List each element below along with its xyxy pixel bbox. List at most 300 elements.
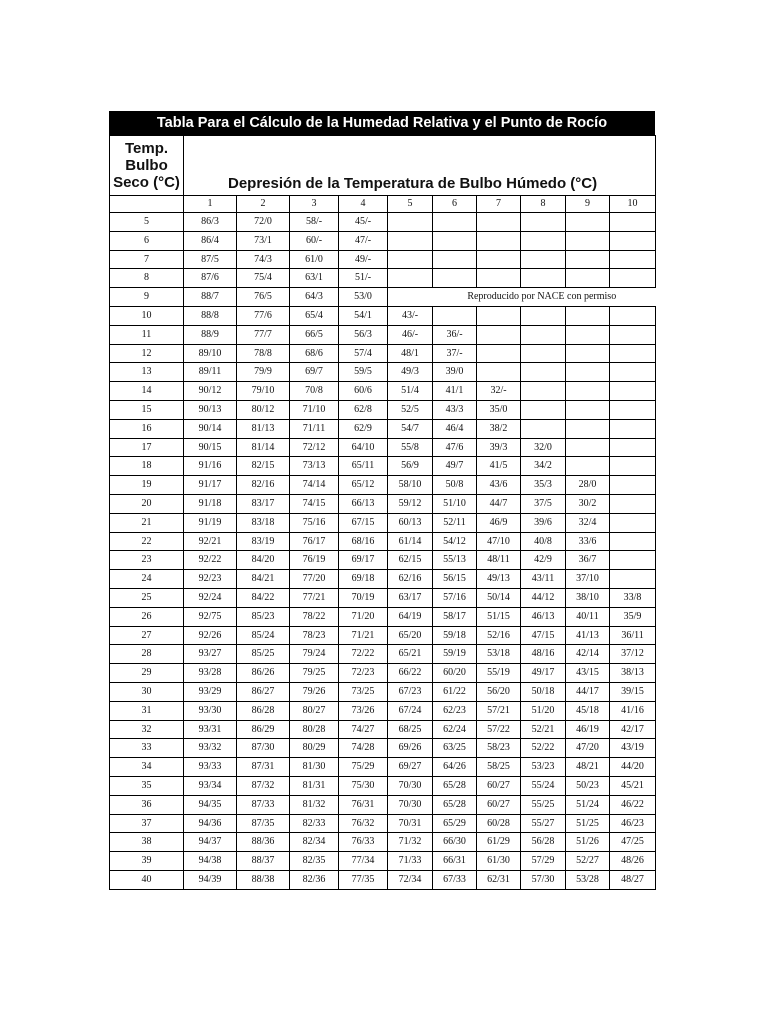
table-row xyxy=(110,720,656,739)
humidity-dewpoint-cell: 52/5 xyxy=(388,400,433,419)
humidity-dewpoint-cell: 70/19 xyxy=(339,588,388,607)
dry-bulb-temperature-cell: 24 xyxy=(110,570,184,589)
column-number: 8 xyxy=(521,196,566,213)
table-row xyxy=(110,288,656,307)
humidity-dewpoint-cell xyxy=(566,457,610,476)
table-row xyxy=(110,325,656,344)
humidity-dewpoint-cell xyxy=(433,269,477,288)
dry-bulb-temperature-cell: 39 xyxy=(110,852,184,871)
humidity-dewpoint-cell: 66/13 xyxy=(339,494,388,513)
table-row xyxy=(110,645,656,664)
column-number: 2 xyxy=(237,196,290,213)
dry-bulb-temperature-cell: 19 xyxy=(110,476,184,495)
humidity-dewpoint-cell: 49/3 xyxy=(388,363,433,382)
humidity-dewpoint-cell: 42/17 xyxy=(610,720,656,739)
humidity-dewpoint-cell: 46/4 xyxy=(433,419,477,438)
humidity-dewpoint-cell xyxy=(610,457,656,476)
humidity-dewpoint-cell: 87/6 xyxy=(184,269,237,288)
humidity-dewpoint-cell: 91/16 xyxy=(184,457,237,476)
humidity-dewpoint-cell xyxy=(521,363,566,382)
humidity-dewpoint-cell: 62/15 xyxy=(388,551,433,570)
humidity-dewpoint-cell xyxy=(388,250,433,269)
humidity-dewpoint-cell: 91/17 xyxy=(184,476,237,495)
humidity-dewpoint-cell: 75/29 xyxy=(339,758,388,777)
humidity-dewpoint-cell xyxy=(610,250,656,269)
humidity-dewpoint-cell: 83/19 xyxy=(237,532,290,551)
table-row xyxy=(110,664,656,683)
humidity-dewpoint-cell xyxy=(566,231,610,250)
humidity-dewpoint-cell: 73/13 xyxy=(290,457,339,476)
humidity-dewpoint-cell: 77/34 xyxy=(339,852,388,871)
humidity-dewpoint-cell: 60/27 xyxy=(477,795,521,814)
humidity-dewpoint-cell: 58/10 xyxy=(388,476,433,495)
dry-bulb-temperature-cell: 17 xyxy=(110,438,184,457)
humidity-dewpoint-cell: 77/35 xyxy=(339,870,388,889)
humidity-dewpoint-cell: 48/21 xyxy=(566,758,610,777)
humidity-dewpoint-cell xyxy=(610,325,656,344)
humidity-dewpoint-cell: 88/7 xyxy=(184,288,237,307)
humidity-dewpoint-cell: 41/13 xyxy=(566,626,610,645)
humidity-dewpoint-cell: 67/33 xyxy=(433,870,477,889)
humidity-dewpoint-cell: 45/- xyxy=(339,213,388,232)
humidity-dewpoint-cell: 46/9 xyxy=(477,513,521,532)
humidity-dewpoint-cell xyxy=(566,213,610,232)
humidity-dewpoint-cell: 49/- xyxy=(339,250,388,269)
humidity-dewpoint-cell: 75/4 xyxy=(237,269,290,288)
humidity-dewpoint-cell xyxy=(433,231,477,250)
humidity-dewpoint-cell: 47/10 xyxy=(477,532,521,551)
humidity-dewpoint-cell: 93/27 xyxy=(184,645,237,664)
humidity-dewpoint-cell: 94/39 xyxy=(184,870,237,889)
humidity-dewpoint-cell: 58/25 xyxy=(477,758,521,777)
dry-bulb-temperature-cell: 11 xyxy=(110,325,184,344)
humidity-dewpoint-cell: 93/31 xyxy=(184,720,237,739)
humidity-dewpoint-cell: 49/17 xyxy=(521,664,566,683)
humidity-dewpoint-cell xyxy=(610,494,656,513)
humidity-table xyxy=(109,135,656,890)
table-row xyxy=(110,758,656,777)
column-number: 3 xyxy=(290,196,339,213)
humidity-dewpoint-cell: 50/14 xyxy=(477,588,521,607)
humidity-dewpoint-cell xyxy=(610,400,656,419)
humidity-dewpoint-cell: 54/12 xyxy=(433,532,477,551)
dry-bulb-temperature-cell: 6 xyxy=(110,231,184,250)
dry-bulb-temperature-cell: 16 xyxy=(110,419,184,438)
humidity-dewpoint-cell: 43/3 xyxy=(433,400,477,419)
humidity-dewpoint-cell: 46/23 xyxy=(610,814,656,833)
dry-bulb-temperature-cell: 12 xyxy=(110,344,184,363)
humidity-dewpoint-cell: 68/6 xyxy=(290,344,339,363)
header-row xyxy=(110,136,656,196)
humidity-dewpoint-cell: 89/11 xyxy=(184,363,237,382)
humidity-dewpoint-cell: 36/11 xyxy=(610,626,656,645)
humidity-dewpoint-cell: 44/7 xyxy=(477,494,521,513)
dry-bulb-temperature-cell: 40 xyxy=(110,870,184,889)
humidity-dewpoint-cell xyxy=(521,269,566,288)
humidity-dewpoint-cell: 34/2 xyxy=(521,457,566,476)
humidity-dewpoint-cell xyxy=(610,476,656,495)
table-row xyxy=(110,739,656,758)
column-number: 7 xyxy=(477,196,521,213)
humidity-dewpoint-cell: 73/25 xyxy=(339,682,388,701)
humidity-dewpoint-cell: 64/10 xyxy=(339,438,388,457)
humidity-dewpoint-cell: 45/21 xyxy=(610,776,656,795)
humidity-dewpoint-cell: 73/1 xyxy=(237,231,290,250)
humidity-dewpoint-cell: 38/2 xyxy=(477,419,521,438)
dry-bulb-temperature-cell: 20 xyxy=(110,494,184,513)
humidity-dewpoint-cell: 55/8 xyxy=(388,438,433,457)
humidity-dewpoint-cell: 67/23 xyxy=(388,682,433,701)
dry-bulb-header-line-1: Temp. xyxy=(124,140,169,157)
humidity-dewpoint-cell: 32/0 xyxy=(521,438,566,457)
table-row xyxy=(110,570,656,589)
humidity-dewpoint-cell: 37/- xyxy=(433,344,477,363)
humidity-dewpoint-cell: 91/18 xyxy=(184,494,237,513)
dry-bulb-temperature-cell: 23 xyxy=(110,551,184,570)
humidity-dewpoint-cell: 59/5 xyxy=(339,363,388,382)
humidity-dewpoint-cell: 72/34 xyxy=(388,870,433,889)
humidity-dewpoint-cell: 32/4 xyxy=(566,513,610,532)
humidity-dewpoint-cell: 61/29 xyxy=(477,833,521,852)
humidity-dewpoint-cell xyxy=(566,250,610,269)
humidity-dewpoint-cell: 62/31 xyxy=(477,870,521,889)
humidity-dewpoint-cell: 93/28 xyxy=(184,664,237,683)
dry-bulb-temperature-cell: 37 xyxy=(110,814,184,833)
humidity-dewpoint-cell xyxy=(610,231,656,250)
humidity-dewpoint-cell: 80/28 xyxy=(290,720,339,739)
humidity-dewpoint-cell: 70/30 xyxy=(388,795,433,814)
humidity-dewpoint-cell: 82/16 xyxy=(237,476,290,495)
humidity-dewpoint-cell: 85/24 xyxy=(237,626,290,645)
humidity-dewpoint-cell xyxy=(566,269,610,288)
humidity-dewpoint-cell: 79/24 xyxy=(290,645,339,664)
humidity-dewpoint-cell: 60/27 xyxy=(477,776,521,795)
humidity-dewpoint-cell: 39/0 xyxy=(433,363,477,382)
dry-bulb-temperature-cell: 34 xyxy=(110,758,184,777)
table-row xyxy=(110,532,656,551)
humidity-dewpoint-cell xyxy=(610,269,656,288)
dry-bulb-temperature-cell: 31 xyxy=(110,701,184,720)
humidity-dewpoint-cell: 76/33 xyxy=(339,833,388,852)
humidity-dewpoint-cell: 47/15 xyxy=(521,626,566,645)
humidity-dewpoint-cell: 74/27 xyxy=(339,720,388,739)
dry-bulb-temperature-cell: 15 xyxy=(110,400,184,419)
table-row xyxy=(110,231,656,250)
humidity-dewpoint-cell: 64/19 xyxy=(388,607,433,626)
humidity-dewpoint-cell: 74/28 xyxy=(339,739,388,758)
table-title: Tabla Para el Cálculo de la Humedad Relativa y el Punto de Rocío xyxy=(109,111,655,135)
table-row xyxy=(110,833,656,852)
humidity-dewpoint-cell: 72/23 xyxy=(339,664,388,683)
humidity-dewpoint-cell: 77/6 xyxy=(237,306,290,325)
humidity-dewpoint-cell xyxy=(521,400,566,419)
humidity-dewpoint-cell: 52/22 xyxy=(521,739,566,758)
humidity-dewpoint-cell: 66/31 xyxy=(433,852,477,871)
dry-bulb-header xyxy=(110,136,184,196)
humidity-dewpoint-cell: 66/5 xyxy=(290,325,339,344)
dry-bulb-temperature-cell: 9 xyxy=(110,288,184,307)
column-number: 6 xyxy=(433,196,477,213)
humidity-dewpoint-cell xyxy=(566,363,610,382)
humidity-dewpoint-cell: 87/33 xyxy=(237,795,290,814)
table-row xyxy=(110,682,656,701)
humidity-dewpoint-cell xyxy=(521,382,566,401)
humidity-dewpoint-cell xyxy=(610,532,656,551)
column-number: 1 xyxy=(184,196,237,213)
humidity-dewpoint-cell: 70/30 xyxy=(388,776,433,795)
humidity-dewpoint-cell: 53/23 xyxy=(521,758,566,777)
humidity-dewpoint-cell: 59/12 xyxy=(388,494,433,513)
permission-note: Reproducido por NACE con permiso xyxy=(388,288,656,307)
humidity-dewpoint-cell xyxy=(521,344,566,363)
table-row xyxy=(110,438,656,457)
humidity-dewpoint-cell: 74/3 xyxy=(237,250,290,269)
table-body xyxy=(110,213,656,890)
humidity-dewpoint-cell xyxy=(566,382,610,401)
humidity-dewpoint-cell xyxy=(521,231,566,250)
dry-bulb-header-line-3: Seco (°C) xyxy=(113,174,180,191)
humidity-dewpoint-cell: 77/20 xyxy=(290,570,339,589)
humidity-dewpoint-cell: 50/23 xyxy=(566,776,610,795)
humidity-dewpoint-cell: 62/16 xyxy=(388,570,433,589)
column-number: 9 xyxy=(566,196,610,213)
humidity-dewpoint-cell: 88/38 xyxy=(237,870,290,889)
humidity-dewpoint-cell: 65/28 xyxy=(433,776,477,795)
humidity-dewpoint-cell: 92/21 xyxy=(184,532,237,551)
humidity-dewpoint-cell: 65/11 xyxy=(339,457,388,476)
dry-bulb-temperature-cell: 7 xyxy=(110,250,184,269)
humidity-dewpoint-cell: 61/22 xyxy=(433,682,477,701)
table-row xyxy=(110,513,656,532)
column-number: 10 xyxy=(610,196,656,213)
humidity-dewpoint-cell xyxy=(388,269,433,288)
humidity-dewpoint-cell: 72/0 xyxy=(237,213,290,232)
dry-bulb-temperature-cell: 5 xyxy=(110,213,184,232)
humidity-dewpoint-cell: 93/33 xyxy=(184,758,237,777)
humidity-dewpoint-cell: 79/9 xyxy=(237,363,290,382)
humidity-dewpoint-cell: 76/19 xyxy=(290,551,339,570)
humidity-dewpoint-cell: 67/24 xyxy=(388,701,433,720)
humidity-table-document xyxy=(109,111,655,890)
humidity-dewpoint-cell xyxy=(566,306,610,325)
humidity-dewpoint-cell xyxy=(566,438,610,457)
humidity-dewpoint-cell: 62/9 xyxy=(339,419,388,438)
humidity-dewpoint-cell: 48/1 xyxy=(388,344,433,363)
humidity-dewpoint-cell: 73/26 xyxy=(339,701,388,720)
humidity-dewpoint-cell: 60/28 xyxy=(477,814,521,833)
humidity-dewpoint-cell xyxy=(477,363,521,382)
table-row xyxy=(110,213,656,232)
humidity-dewpoint-cell: 39/6 xyxy=(521,513,566,532)
humidity-dewpoint-cell xyxy=(610,363,656,382)
humidity-dewpoint-cell: 79/26 xyxy=(290,682,339,701)
humidity-dewpoint-cell: 74/14 xyxy=(290,476,339,495)
humidity-dewpoint-cell: 51/24 xyxy=(566,795,610,814)
humidity-dewpoint-cell: 46/19 xyxy=(566,720,610,739)
dry-bulb-header-line-2: Bulbo xyxy=(125,157,168,174)
humidity-dewpoint-cell: 78/22 xyxy=(290,607,339,626)
humidity-dewpoint-cell: 92/22 xyxy=(184,551,237,570)
humidity-dewpoint-cell: 94/38 xyxy=(184,852,237,871)
humidity-dewpoint-cell xyxy=(388,231,433,250)
dry-bulb-temperature-cell: 35 xyxy=(110,776,184,795)
humidity-dewpoint-cell: 94/37 xyxy=(184,833,237,852)
humidity-dewpoint-cell: 37/12 xyxy=(610,645,656,664)
humidity-dewpoint-cell: 80/12 xyxy=(237,400,290,419)
humidity-dewpoint-cell: 57/29 xyxy=(521,852,566,871)
humidity-dewpoint-cell xyxy=(477,325,521,344)
humidity-dewpoint-cell: 66/30 xyxy=(433,833,477,852)
humidity-dewpoint-cell: 47/25 xyxy=(610,833,656,852)
table-row xyxy=(110,588,656,607)
dry-bulb-temperature-cell: 22 xyxy=(110,532,184,551)
humidity-dewpoint-cell: 53/28 xyxy=(566,870,610,889)
humidity-dewpoint-cell: 49/7 xyxy=(433,457,477,476)
humidity-dewpoint-cell: 58/17 xyxy=(433,607,477,626)
humidity-dewpoint-cell: 62/23 xyxy=(433,701,477,720)
humidity-dewpoint-cell xyxy=(566,400,610,419)
humidity-dewpoint-cell: 71/11 xyxy=(290,419,339,438)
humidity-dewpoint-cell: 77/21 xyxy=(290,588,339,607)
humidity-dewpoint-cell xyxy=(566,325,610,344)
humidity-dewpoint-cell: 80/29 xyxy=(290,739,339,758)
dry-bulb-temperature-cell: 28 xyxy=(110,645,184,664)
column-number-row xyxy=(110,196,656,213)
humidity-dewpoint-cell: 86/28 xyxy=(237,701,290,720)
humidity-dewpoint-cell: 55/13 xyxy=(433,551,477,570)
humidity-dewpoint-cell: 75/16 xyxy=(290,513,339,532)
humidity-dewpoint-cell: 71/32 xyxy=(388,833,433,852)
dry-bulb-temperature-cell: 36 xyxy=(110,795,184,814)
humidity-dewpoint-cell: 92/75 xyxy=(184,607,237,626)
humidity-dewpoint-cell: 74/15 xyxy=(290,494,339,513)
dry-bulb-temperature-cell: 8 xyxy=(110,269,184,288)
humidity-dewpoint-cell xyxy=(433,213,477,232)
humidity-dewpoint-cell: 64/3 xyxy=(290,288,339,307)
dry-bulb-temperature-cell: 13 xyxy=(110,363,184,382)
humidity-dewpoint-cell: 76/32 xyxy=(339,814,388,833)
humidity-dewpoint-cell: 55/25 xyxy=(521,795,566,814)
dry-bulb-temperature-cell: 26 xyxy=(110,607,184,626)
humidity-dewpoint-cell: 56/28 xyxy=(521,833,566,852)
humidity-dewpoint-cell: 57/21 xyxy=(477,701,521,720)
humidity-dewpoint-cell: 43/6 xyxy=(477,476,521,495)
humidity-dewpoint-cell: 42/9 xyxy=(521,551,566,570)
humidity-dewpoint-cell: 69/26 xyxy=(388,739,433,758)
humidity-dewpoint-cell: 84/22 xyxy=(237,588,290,607)
humidity-dewpoint-cell: 48/16 xyxy=(521,645,566,664)
humidity-dewpoint-cell: 43/11 xyxy=(521,570,566,589)
dry-bulb-temperature-cell: 27 xyxy=(110,626,184,645)
humidity-dewpoint-cell: 94/35 xyxy=(184,795,237,814)
humidity-dewpoint-cell xyxy=(566,344,610,363)
humidity-dewpoint-cell xyxy=(610,344,656,363)
humidity-dewpoint-cell: 43/- xyxy=(388,306,433,325)
humidity-dewpoint-cell: 56/20 xyxy=(477,682,521,701)
humidity-dewpoint-cell xyxy=(388,213,433,232)
humidity-dewpoint-cell: 60/13 xyxy=(388,513,433,532)
humidity-dewpoint-cell: 88/9 xyxy=(184,325,237,344)
humidity-dewpoint-cell xyxy=(477,231,521,250)
humidity-dewpoint-cell: 90/15 xyxy=(184,438,237,457)
humidity-dewpoint-cell: 61/30 xyxy=(477,852,521,871)
humidity-dewpoint-cell: 49/13 xyxy=(477,570,521,589)
humidity-dewpoint-cell: 88/37 xyxy=(237,852,290,871)
humidity-dewpoint-cell: 54/1 xyxy=(339,306,388,325)
table-row xyxy=(110,382,656,401)
humidity-dewpoint-cell: 28/0 xyxy=(566,476,610,495)
humidity-dewpoint-cell: 39/15 xyxy=(610,682,656,701)
humidity-dewpoint-cell: 44/12 xyxy=(521,588,566,607)
humidity-dewpoint-cell: 37/10 xyxy=(566,570,610,589)
humidity-dewpoint-cell: 70/8 xyxy=(290,382,339,401)
humidity-dewpoint-cell: 51/15 xyxy=(477,607,521,626)
humidity-dewpoint-cell: 35/9 xyxy=(610,607,656,626)
table-row xyxy=(110,795,656,814)
humidity-dewpoint-cell: 46/13 xyxy=(521,607,566,626)
humidity-dewpoint-cell: 86/27 xyxy=(237,682,290,701)
humidity-dewpoint-cell: 83/17 xyxy=(237,494,290,513)
humidity-dewpoint-cell: 82/35 xyxy=(290,852,339,871)
humidity-dewpoint-cell: 43/19 xyxy=(610,739,656,758)
table-row xyxy=(110,607,656,626)
humidity-dewpoint-cell: 57/4 xyxy=(339,344,388,363)
humidity-dewpoint-cell: 52/21 xyxy=(521,720,566,739)
humidity-dewpoint-cell xyxy=(610,382,656,401)
humidity-dewpoint-cell: 87/31 xyxy=(237,758,290,777)
humidity-dewpoint-cell xyxy=(610,570,656,589)
humidity-dewpoint-cell: 36/- xyxy=(433,325,477,344)
humidity-dewpoint-cell: 65/21 xyxy=(388,645,433,664)
humidity-dewpoint-cell: 93/32 xyxy=(184,739,237,758)
humidity-dewpoint-cell: 69/17 xyxy=(339,551,388,570)
table-row xyxy=(110,852,656,871)
humidity-dewpoint-cell xyxy=(477,213,521,232)
table-row xyxy=(110,400,656,419)
humidity-dewpoint-cell: 82/33 xyxy=(290,814,339,833)
humidity-dewpoint-cell: 41/5 xyxy=(477,457,521,476)
humidity-dewpoint-cell: 78/23 xyxy=(290,626,339,645)
humidity-dewpoint-cell: 53/18 xyxy=(477,645,521,664)
humidity-dewpoint-cell xyxy=(610,551,656,570)
humidity-dewpoint-cell: 59/19 xyxy=(433,645,477,664)
dry-bulb-temperature-cell: 29 xyxy=(110,664,184,683)
humidity-dewpoint-cell: 86/29 xyxy=(237,720,290,739)
humidity-dewpoint-cell: 37/5 xyxy=(521,494,566,513)
humidity-dewpoint-cell: 44/20 xyxy=(610,758,656,777)
humidity-dewpoint-cell: 61/0 xyxy=(290,250,339,269)
humidity-dewpoint-cell: 84/21 xyxy=(237,570,290,589)
humidity-dewpoint-cell: 93/34 xyxy=(184,776,237,795)
humidity-dewpoint-cell: 51/20 xyxy=(521,701,566,720)
humidity-dewpoint-cell: 90/13 xyxy=(184,400,237,419)
humidity-dewpoint-cell: 45/18 xyxy=(566,701,610,720)
dry-bulb-temperature-cell: 14 xyxy=(110,382,184,401)
humidity-dewpoint-cell: 55/27 xyxy=(521,814,566,833)
humidity-dewpoint-cell: 47/- xyxy=(339,231,388,250)
humidity-dewpoint-cell: 56/15 xyxy=(433,570,477,589)
dry-bulb-temperature-cell: 21 xyxy=(110,513,184,532)
dry-bulb-temperature-cell: 33 xyxy=(110,739,184,758)
humidity-dewpoint-cell: 32/- xyxy=(477,382,521,401)
humidity-dewpoint-cell: 48/26 xyxy=(610,852,656,871)
humidity-dewpoint-cell xyxy=(477,269,521,288)
humidity-dewpoint-cell xyxy=(566,419,610,438)
humidity-dewpoint-cell: 35/0 xyxy=(477,400,521,419)
table-row xyxy=(110,250,656,269)
table-row xyxy=(110,363,656,382)
dry-bulb-temperature-cell: 10 xyxy=(110,306,184,325)
